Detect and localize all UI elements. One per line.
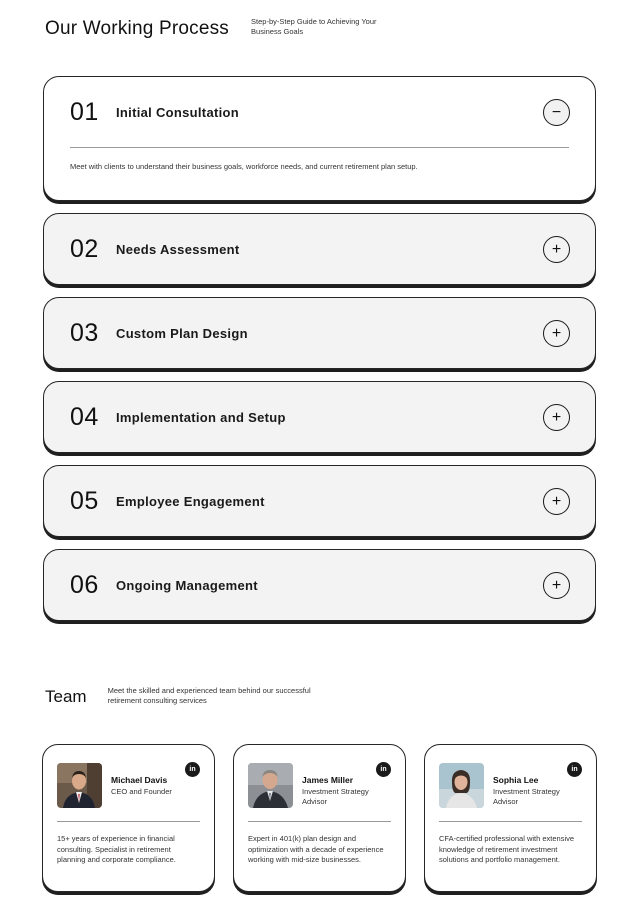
step-06[interactable] bbox=[43, 549, 596, 621]
step-number: 04 bbox=[70, 402, 99, 431]
member-role: CEO and Founder bbox=[111, 787, 172, 796]
team-subtitle: Meet the skilled and experienced team behind our successful retirement consulting services bbox=[107, 686, 311, 705]
step-04[interactable] bbox=[43, 381, 596, 453]
step-02[interactable] bbox=[43, 213, 596, 285]
avatar bbox=[248, 763, 293, 808]
expand-plus-icon[interactable]: + bbox=[543, 488, 570, 515]
linkedin-icon[interactable]: in bbox=[567, 762, 582, 777]
team-card bbox=[42, 744, 215, 892]
member-name: James Miller bbox=[302, 775, 354, 785]
step-number: 02 bbox=[70, 234, 99, 263]
member-name: Michael Davis bbox=[111, 775, 168, 785]
avatar bbox=[57, 763, 102, 808]
avatar bbox=[439, 763, 484, 808]
member-description: 15+ years of experience in financial consulting. Specialist in retirement planning and corporate compliance. bbox=[57, 834, 176, 864]
step-header[interactable] bbox=[44, 381, 286, 453]
step-title: Ongoing Management bbox=[116, 577, 258, 593]
team-cards bbox=[42, 744, 597, 892]
card-divider bbox=[57, 821, 200, 822]
process-header bbox=[45, 16, 401, 42]
process-subtitle: Step-by-Step Guide to Achieving Your Business Goals bbox=[251, 17, 377, 36]
step-title: Initial Consultation bbox=[116, 104, 239, 120]
team-title: Team bbox=[45, 687, 87, 706]
member-description: Expert in 401(k) plan design and optimization with a decade of experience working with mid-size businesses. bbox=[248, 834, 384, 864]
member-name: Sophia Lee bbox=[493, 775, 539, 785]
team-header bbox=[45, 686, 318, 708]
step-03[interactable] bbox=[43, 297, 596, 369]
expand-plus-icon[interactable]: + bbox=[543, 404, 570, 431]
step-header[interactable] bbox=[44, 213, 240, 285]
member-role: Investment Strategy Advisor bbox=[493, 787, 560, 806]
step-title: Implementation and Setup bbox=[116, 409, 286, 425]
step-01[interactable] bbox=[43, 76, 596, 201]
card-divider bbox=[439, 821, 582, 822]
step-header[interactable] bbox=[44, 549, 258, 621]
collapse-minus-icon[interactable]: − bbox=[543, 99, 570, 126]
card-divider bbox=[248, 821, 391, 822]
step-title: Custom Plan Design bbox=[116, 325, 248, 341]
step-title: Employee Engagement bbox=[116, 493, 265, 509]
step-number: 03 bbox=[70, 318, 99, 347]
step-number: 01 bbox=[70, 97, 99, 126]
step-header[interactable] bbox=[44, 465, 265, 537]
process-title: Our Working Process bbox=[45, 18, 230, 39]
step-description: Meet with clients to understand their business goals, workforce needs, and current retirement plan setup. bbox=[70, 162, 418, 171]
step-header[interactable] bbox=[44, 77, 595, 147]
team-card bbox=[424, 744, 597, 892]
process-steps bbox=[43, 76, 596, 633]
step-number: 05 bbox=[70, 486, 99, 515]
expand-plus-icon[interactable]: + bbox=[543, 320, 570, 347]
step-title: Needs Assessment bbox=[116, 241, 240, 257]
team-card bbox=[233, 744, 406, 892]
member-role: Investment Strategy Advisor bbox=[302, 787, 369, 806]
expand-plus-icon[interactable]: + bbox=[543, 572, 570, 599]
expand-plus-icon[interactable]: + bbox=[543, 236, 570, 263]
step-header[interactable] bbox=[44, 297, 248, 369]
linkedin-icon[interactable]: in bbox=[376, 762, 391, 777]
step-number: 06 bbox=[70, 570, 99, 599]
linkedin-icon[interactable]: in bbox=[185, 762, 200, 777]
member-description: CFA-certified professional with extensive knowledge of retirement investment solutions and portfolio management. bbox=[439, 834, 575, 864]
step-05[interactable] bbox=[43, 465, 596, 537]
